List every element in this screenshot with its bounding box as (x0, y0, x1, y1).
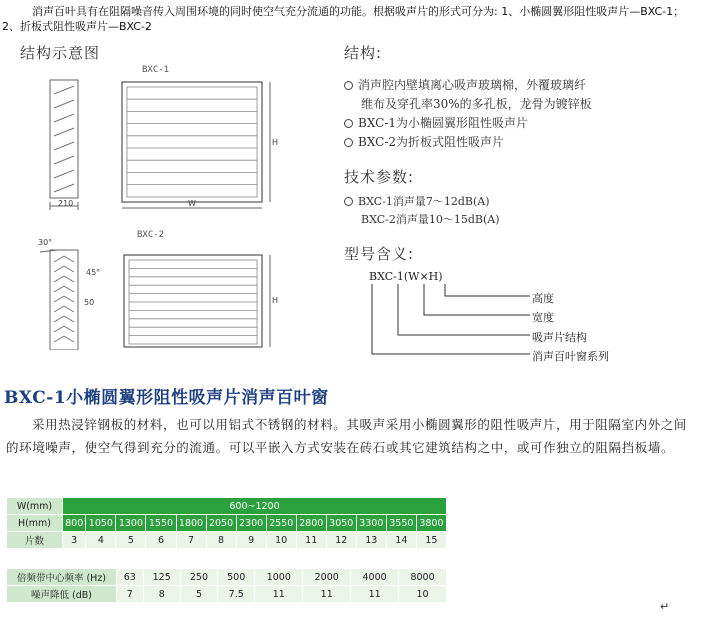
blade-line (64, 326, 74, 332)
fig2-angle-dim: 30° (38, 238, 53, 247)
table-row-width (7, 498, 447, 515)
w-label: W(mm) (7, 498, 63, 515)
param-item-2: BXC-2消声量10～15dB(A) (361, 213, 500, 226)
table-cell-frequency: 500 (218, 569, 255, 586)
table-cell-height: 3550 (386, 515, 416, 532)
blade-line (54, 170, 74, 178)
table-cell-reduction: 11 (351, 586, 399, 603)
table-cell-height: 3050 (326, 515, 356, 532)
table-cell-count: 7 (176, 532, 206, 549)
table-cell-frequency: 1000 (255, 569, 303, 586)
fig1-height-dim: H (272, 138, 279, 147)
structure-item-2: BXC-1为小椭圆翼形阻性吸声片 (344, 114, 528, 132)
h-label: H(mm) (7, 515, 63, 532)
bxc1-front-frame (122, 82, 262, 202)
blade-line (54, 296, 64, 302)
table-cell-count: 4 (86, 532, 116, 549)
table-cell-count: 14 (386, 532, 416, 549)
blade-line (64, 276, 74, 282)
fig2-height-dim: H (272, 296, 279, 305)
structure-item-3: BXC-2为折板式阻性吸声片 (344, 133, 504, 151)
table-cell-height: 2300 (236, 515, 266, 532)
structure-drawings (0, 60, 300, 350)
diagram-title: 结构示意图 (20, 44, 101, 62)
table-row-count (7, 532, 447, 549)
fig1-depth-dim: 210 (58, 199, 74, 208)
table-cell-height: 2550 (266, 515, 296, 532)
table-cell-frequency: 250 (180, 569, 217, 586)
table-cell-count: 3 (63, 532, 86, 549)
blade-line (54, 184, 74, 192)
table-cell-height: 3800 (416, 515, 446, 532)
fig2-slope-dim: 45° (86, 268, 101, 277)
table-cell-count: 13 (356, 532, 386, 549)
table-cell-height: 1050 (86, 515, 116, 532)
blade-line (54, 316, 64, 322)
blade-line (64, 286, 74, 292)
table-cell-count: 5 (116, 532, 146, 549)
table-row-height (7, 515, 447, 532)
table-cell-frequency: 8000 (399, 569, 447, 586)
blade-line (64, 316, 74, 322)
blade-line (54, 336, 64, 342)
blade-line (54, 128, 74, 136)
table-cell-count: 15 (416, 532, 446, 549)
table-cell-reduction: 7.5 (218, 586, 255, 603)
blade-line (64, 266, 74, 272)
table-cell-reduction: 8 (143, 586, 180, 603)
blade-line (54, 100, 74, 108)
model-label-series: 消声百叶窗系列 (532, 350, 609, 363)
acoustic-table (6, 568, 447, 603)
table-cell-reduction: 7 (117, 586, 144, 603)
blade-line (54, 114, 74, 122)
n-label: 片数 (7, 532, 63, 549)
table-cell-frequency: 63 (117, 569, 144, 586)
fig1-label: BXC-1 (142, 65, 170, 75)
f-label: 倍频带中心频率 (Hz) (7, 569, 117, 586)
blade-line (54, 266, 64, 272)
product-description: 采用热浸锌钢板的材料，也可以用铝式不锈钢的材料。其吸声采用小椭圆翼形的阻性吸声片，用于阻隔室内外之间的环境噪声，使空气得到充分的流通。可以平嵌入方式安装在砖石或其它建筑结构之中，或可作独立的阻隔挡板墙。 (6, 417, 688, 455)
tech-params-title: 技术参数: (344, 168, 415, 186)
blade-line (54, 326, 64, 332)
table-cell-height: 1300 (116, 515, 146, 532)
table-cell-count: 6 (146, 532, 176, 549)
blade-line (64, 306, 74, 312)
circle-bullet-icon (344, 197, 353, 206)
table-cell-reduction: 11 (303, 586, 351, 603)
model-leader-lines (360, 282, 535, 362)
table-cell-height: 1550 (146, 515, 176, 532)
table-row-reduction (7, 586, 447, 603)
model-meaning-title: 型号含义: (344, 245, 415, 263)
fig2-label: BXC-2 (137, 230, 165, 240)
bxc2-side-frame (50, 250, 78, 350)
structure-title: 结构: (344, 44, 383, 62)
structure-item-1b: 维布及穿孔率30%的多孔板，龙骨为镀锌板 (361, 97, 592, 111)
param-item-1: BXC-1消声量7～12dB(A) (344, 193, 490, 210)
table-cell-reduction: 10 (399, 586, 447, 603)
model-code: BXC-1(W×H) (369, 270, 443, 283)
blade-line (64, 256, 74, 262)
circle-bullet-icon (344, 81, 353, 90)
table-cell-count: 11 (296, 532, 326, 549)
blade-line (54, 276, 64, 282)
circle-bullet-icon (344, 138, 353, 147)
circle-bullet-icon (344, 119, 353, 128)
w-value: 600~1200 (63, 498, 447, 515)
model-label-structure: 吸声片结构 (532, 331, 587, 344)
table-cell-count: 9 (236, 532, 266, 549)
model-label-height: 高度 (532, 292, 554, 305)
blade-line (54, 286, 64, 292)
db-label: 噪声降低 (dB) (7, 586, 117, 603)
table-cell-frequency: 2000 (303, 569, 351, 586)
blade-line (54, 256, 64, 262)
table-cell-height: 2800 (296, 515, 326, 532)
model-label-width: 宽度 (532, 311, 554, 324)
product-title: BXC-1小椭圆翼形阻性吸声片消声百叶窗 (4, 388, 329, 408)
table-cell-height: 2050 (206, 515, 236, 532)
table-cell-count: 8 (206, 532, 236, 549)
paragraph-mark: ↵ (660, 600, 670, 613)
blade-line (54, 86, 74, 94)
blade-line (54, 142, 74, 150)
table-cell-frequency: 4000 (351, 569, 399, 586)
table-cell-count: 12 (326, 532, 356, 549)
structure-item-1: 消声腔内壁填离心吸声玻璃棉，外覆玻璃纤 (344, 76, 586, 94)
table-cell-reduction: 5 (180, 586, 217, 603)
table-cell-frequency: 125 (143, 569, 180, 586)
table-cell-height: 1800 (176, 515, 206, 532)
table-row-frequency (7, 569, 447, 586)
intro-paragraph: 消声百叶具有在阻隔噪音传入周围环境的同时使空气充分流通的功能。根据吸声片的形式可分为: 1、小椭圆翼形阻性吸声片—BXC-1；2、折板式阻性吸声片—BXC-2 (2, 5, 685, 33)
fig2-pitch-dim: 50 (84, 298, 95, 307)
blade-line (64, 296, 74, 302)
bxc1-side-frame (50, 80, 78, 198)
table-cell-height: 3300 (356, 515, 386, 532)
fig1-width-dim: W (188, 199, 196, 208)
table-cell-height: 800 (63, 515, 86, 532)
table-cell-count: 10 (266, 532, 296, 549)
size-table (6, 497, 447, 549)
table-cell-reduction: 11 (255, 586, 303, 603)
blade-line (64, 336, 74, 342)
blade-line (54, 156, 74, 164)
blade-line (54, 306, 64, 312)
